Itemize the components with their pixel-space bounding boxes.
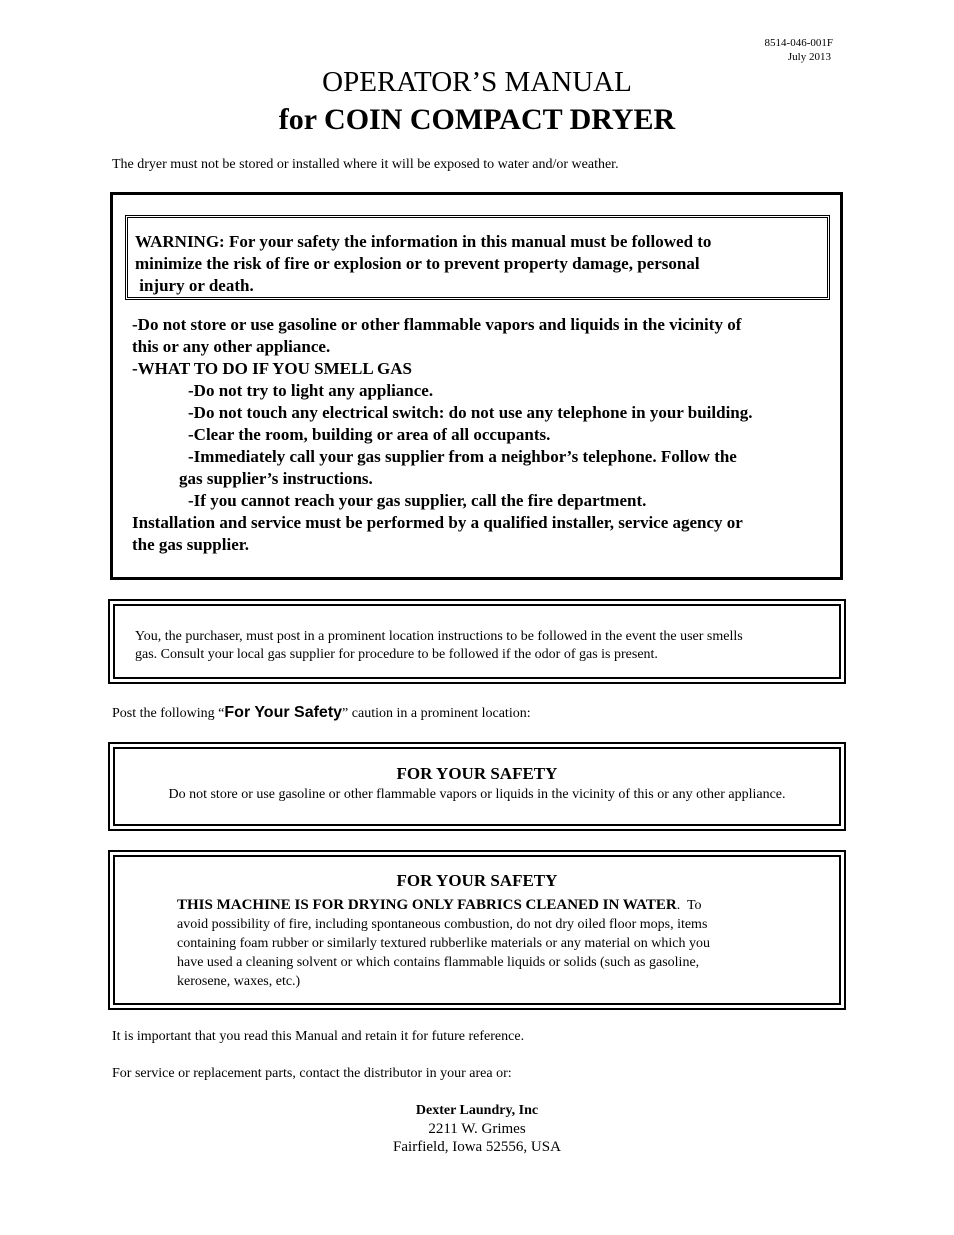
document-number: 8514-046-001F (764, 37, 833, 49)
safety-box-2-line: have used a cleaning solvent or which contains flammable liquids or solids (such as gasoline, (177, 955, 700, 970)
warning-heading-line: injury or death. (135, 276, 254, 295)
safety-box-2-line: kerosene, waxes, etc.) (177, 974, 301, 989)
contact-city: Fairfield, Iowa 52556, USA (393, 1139, 561, 1155)
warning-line: gas supplier’s instructions. (179, 469, 373, 488)
warning-line: -WHAT TO DO IF YOU SMELL GAS (132, 359, 412, 378)
purchaser-notice-box (108, 599, 846, 684)
safety-box-1-heading: FOR YOUR SAFETY (396, 764, 558, 783)
safety-box-1 (108, 742, 846, 831)
post-caution-instruction: Post the following “For Your Safety” caution in a prominent location: (112, 704, 531, 721)
warning-line: -If you cannot reach your gas supplier, call the fire department. (188, 491, 647, 510)
warning-box (110, 192, 843, 580)
safety-box-2-lead: THIS MACHINE IS FOR DRYING ONLY FABRICS CLEANED IN WATER (177, 897, 677, 913)
safety-box-2-heading: FOR YOUR SAFETY (396, 871, 558, 890)
safety-box-1-text: Do not store or use gasoline or other flammable vapors or liquids in the vicinity of this or any other appliance. (168, 787, 786, 802)
service-notice: For service or replacement parts, contact the distributor in your area or: (112, 1066, 512, 1081)
warning-heading-line: minimize the risk of fire or explosion or to prevent property damage, personal (135, 254, 700, 273)
warning-body (132, 314, 832, 556)
purchaser-notice (135, 628, 825, 664)
storage-notice: The dryer must not be stored or installed where it will be exposed to water and/or weather. (112, 157, 619, 172)
warning-line: -Immediately call your gas supplier from a neighbor’s telephone. Follow the (188, 447, 737, 466)
purchaser-line: gas. Consult your local gas supplier for procedure to be followed if the odor of gas is present. (135, 647, 658, 662)
title-line-1: OPERATOR’S MANUAL (322, 66, 632, 98)
purchaser-line: You, the purchaser, must post in a prominent location instructions to be followed in the event the user smells (135, 629, 743, 644)
safety-box-2-line: avoid possibility of fire, including spontaneous combustion, do not dry oiled floor mops, items (177, 917, 708, 932)
retain-notice: It is important that you read this Manual and retain it for future reference. (112, 1029, 525, 1044)
warning-line: -Do not store or use gasoline or other flammable vapors and liquids in the vicinity of (132, 315, 742, 334)
warning-heading-line: WARNING: For your safety the information in this manual must be followed to (135, 232, 712, 251)
warning-heading-box (125, 215, 830, 300)
post-caution-emphasis: For Your Safety (224, 704, 343, 721)
warning-line: -Clear the room, building or area of all occupants. (188, 425, 551, 444)
title-line-2: for COIN COMPACT DRYER (278, 103, 676, 136)
warning-line: -Do not touch any electrical switch: do not use any telephone in your building. (188, 403, 753, 422)
safety-box-2-text: THIS MACHINE IS FOR DRYING ONLY FABRICS CLEANED IN WATER. To avoid possibility of fire, including spontaneous combustion, do not dry oiled floor mops, items containing foam rubber or similarly textured rubberlike materials or any material on which you have used a cleaning solvent or which contains flammable liquids or solids (such as gasoline, kerosene, waxes, etc.) (177, 896, 787, 991)
document-number-block (765, 36, 833, 64)
contact-company: Dexter Laundry, Inc (415, 1103, 539, 1118)
warning-line: this or any other appliance. (132, 337, 331, 356)
warning-line: Installation and service must be performed by a qualified installer, service agency or (132, 513, 743, 532)
document-date: July 2013 (787, 51, 831, 63)
warning-line: the gas supplier. (132, 535, 249, 554)
safety-box-2 (108, 850, 846, 1010)
contact-street: 2211 W. Grimes (428, 1121, 526, 1137)
safety-box-2-line: containing foam rubber or similarly textured rubberlike materials or any material on which you (177, 936, 710, 951)
warning-heading (135, 231, 815, 297)
warning-line: -Do not try to light any appliance. (188, 381, 434, 400)
